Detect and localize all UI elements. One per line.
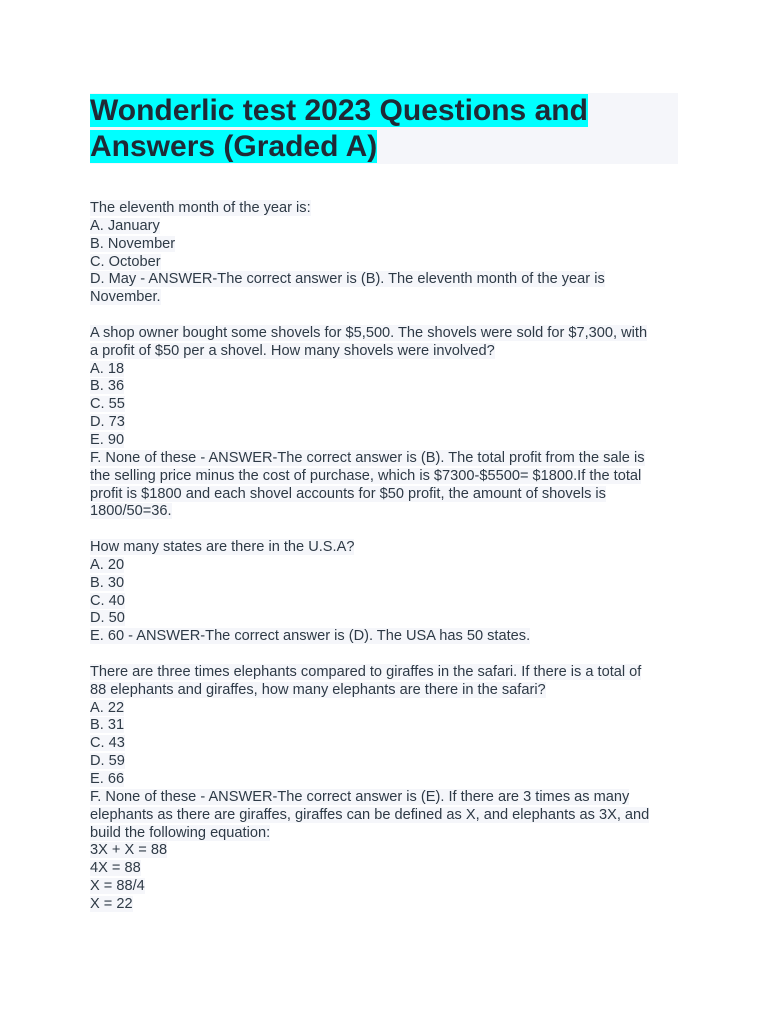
question-block (90, 200, 680, 307)
text-line-content: E. 90 (90, 431, 125, 448)
text-line (90, 807, 680, 825)
text-line (90, 717, 680, 735)
question-block (90, 664, 680, 914)
text-line (90, 432, 680, 450)
text-line (90, 325, 680, 343)
text-line-content: build the following equation: (90, 824, 271, 841)
text-line (90, 396, 680, 414)
text-line-content: F. None of these - ANSWER-The correct answer is (B). The total profit from the sale is (90, 449, 645, 466)
text-line-content: B. 30 (90, 574, 125, 591)
text-line (90, 700, 680, 718)
text-line (90, 575, 680, 593)
text-line (90, 557, 680, 575)
text-line (90, 878, 680, 896)
text-line (90, 289, 680, 307)
text-line (90, 896, 680, 914)
text-line-content: 4X = 88 (90, 860, 141, 877)
text-line-content: D. 73 (90, 414, 125, 431)
text-line-content: A shop owner bought some shovels for $5,500. The shovels were sold for $7,300, with (90, 324, 648, 341)
text-line (90, 503, 680, 521)
text-line-content: November. (90, 289, 161, 306)
text-line-content: C. 40 (90, 592, 125, 609)
text-line (90, 753, 680, 771)
text-line-content: The eleventh month of the year is: (90, 200, 311, 216)
text-line (90, 842, 680, 860)
text-line-content: How many states are there in the U.S.A? (90, 539, 355, 556)
text-line (90, 271, 680, 289)
text-line (90, 771, 680, 789)
text-line (90, 414, 680, 432)
text-line-content: B. 36 (90, 378, 125, 395)
text-line (90, 450, 680, 468)
text-line (90, 610, 680, 628)
question-list (90, 200, 680, 932)
text-line-content: A. 18 (90, 360, 125, 377)
text-line (90, 236, 680, 254)
text-line-content: E. 60 - ANSWER-The correct answer is (D). The USA has 50 states. (90, 628, 531, 645)
text-line (90, 682, 680, 700)
text-line (90, 486, 680, 504)
text-line-content: D. May - ANSWER-The correct answer is (B). The eleventh month of the year is (90, 271, 605, 288)
text-line (90, 860, 680, 878)
text-line (90, 539, 680, 557)
text-line-content: F. None of these - ANSWER-The correct answer is (E). If there are 3 times as many (90, 788, 630, 805)
text-line (90, 593, 680, 611)
text-line-content: 1800/50=36. (90, 503, 172, 520)
text-line (90, 664, 680, 682)
text-line (90, 789, 680, 807)
text-line-content: There are three times elephants compared to giraffes in the safari. If there is a total of (90, 663, 642, 680)
text-line-content: 3X + X = 88 (90, 842, 168, 859)
text-line (90, 343, 680, 361)
text-line-content: D. 59 (90, 753, 125, 770)
text-line (90, 825, 680, 843)
text-line-content: A. January (90, 217, 160, 234)
text-line-content: A. 22 (90, 699, 125, 716)
title-line-2: Answers (Graded A) (90, 129, 378, 163)
title-line-1: Wonderlic test 2023 Questions and (90, 94, 588, 127)
text-line (90, 254, 680, 272)
text-line-content: elephants as there are giraffes, giraffes can be defined as X, and elephants as 3X, and (90, 806, 650, 823)
question-block (90, 539, 680, 646)
text-line-content: B. November (90, 235, 176, 252)
text-line-content: C. 43 (90, 735, 125, 752)
page-title (90, 93, 678, 164)
text-line (90, 218, 680, 236)
text-line-content: the selling price minus the cost of purchase, which is $7300-$5500= $1800.If the total (90, 467, 642, 484)
text-line (90, 735, 680, 753)
text-line-content: profit is $1800 and each shovel accounts for $50 profit, the amount of shovels is (90, 485, 606, 502)
text-line-content: C. 55 (90, 396, 125, 413)
text-line (90, 628, 680, 646)
text-line (90, 378, 680, 396)
text-line-content: D. 50 (90, 610, 125, 627)
question-block (90, 325, 680, 521)
text-line-content: C. October (90, 253, 161, 270)
text-line-content: A. 20 (90, 556, 125, 573)
text-line-content: E. 66 (90, 771, 125, 787)
text-line-content: B. 31 (90, 717, 125, 734)
text-line (90, 361, 680, 379)
text-line (90, 468, 680, 486)
text-line-content: X = 22 (90, 895, 133, 912)
text-line-content: X = 88/4 (90, 878, 145, 895)
text-line-content: a profit of $50 per a shovel. How many shovels were involved? (90, 342, 495, 359)
text-line (90, 200, 680, 218)
title-block (90, 93, 678, 164)
text-line-content: 88 elephants and giraffes, how many elephants are there in the safari? (90, 681, 546, 698)
